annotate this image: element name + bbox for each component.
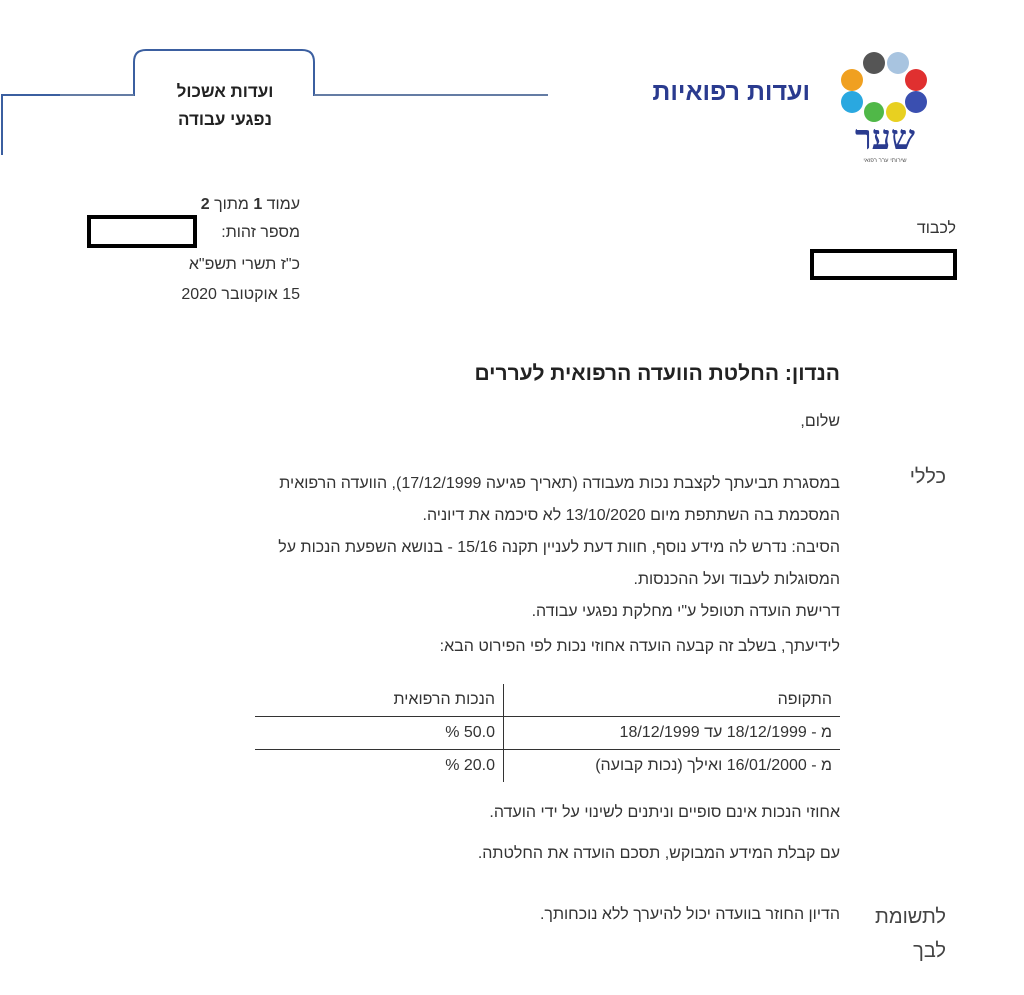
page-total: 2 (200, 196, 210, 213)
greeting: שלום, (800, 413, 840, 430)
page-mid: מתוך (214, 196, 249, 213)
gregorian-date: 15 אוקטובר 2020 (181, 286, 300, 303)
paragraph-handling: דרישת הועדה תטופל ע"י מחלקת נפגעי עבודה. (531, 603, 840, 620)
percent-cell: 20.0 % (255, 750, 504, 783)
decision-body (90, 468, 840, 666)
paragraph-claim-line-1: במסגרת תביעתך לקצבת נכות מעבודה (תאריך פגיעה 17/12/1999), הוועדה הרפואית (279, 475, 840, 492)
page-counter (60, 196, 300, 214)
period-cell: מ - 18/12/1999 עד 18/12/1999 (619, 724, 832, 741)
committee-tab-title (150, 78, 300, 134)
disability-table (255, 684, 840, 782)
tab-line-2: נפגעי עבודה (178, 110, 272, 129)
note-decision-pending: עם קבלת המידע המבוקש, תסכם הועדה את החלטתה. (477, 845, 840, 862)
page-prefix: עמוד (266, 196, 300, 213)
redacted-recipient-box (810, 249, 957, 280)
attention-label-line-1: לתשומת (875, 906, 946, 928)
id-label: מספר זהות: (221, 224, 300, 241)
org-name: ועדות רפואיות (652, 78, 810, 106)
table-header-row (255, 684, 840, 717)
attention-label (846, 900, 946, 968)
table-row (255, 750, 840, 783)
table-row (255, 717, 840, 750)
general-label: כללי (909, 466, 946, 488)
paragraph-claim-line-2: המסכמת בה השתתפת מיום 13/10/2020 לא סיכמה את דיוניה. (422, 507, 840, 524)
to-label: לכבוד (916, 220, 956, 237)
tab-line-1: ועדות אשכול (176, 82, 274, 101)
logo-wordmark: שער (854, 118, 915, 158)
paragraph-percent-intro: לידיעתך, בשלב זה קבעה הועדה אחוזי נכות לפי הפירוט הבא: (439, 638, 840, 655)
hebrew-date: כ"ז תשרי תשפ"א (188, 256, 300, 273)
note-not-final: אחוזי הנכות אינם סופיים וניתנים לשינוי על ידי הועדה. (489, 804, 840, 821)
redacted-id-box (87, 215, 197, 248)
column-header-period: התקופה (777, 691, 832, 708)
page-number: 1 (253, 196, 263, 213)
subject-heading: הנדון: החלטת הוועדה הרפואית לעררים (474, 362, 840, 385)
period-cell: מ - 16/01/2000 ואילך (נכות קבועה) (595, 757, 832, 774)
logo-subtitle: שירותי ערר רפואי (863, 158, 907, 164)
column-header-medical-disability: הנכות הרפואית (255, 684, 504, 717)
attention-label-line-2: לבך (913, 940, 946, 962)
paragraph-reason-line-2: המסוגלות לעבוד ועל ההכנסות. (633, 571, 840, 588)
percent-cell: 50.0 % (255, 717, 504, 750)
paragraph-reason-line-1: הסיבה: נדרש לה מידע נוסף, חוות דעת לעניין תקנה 15/16 - בנושא השפעת הנכות על (278, 539, 840, 556)
attention-text: הדיון החוזר בוועדה יכול להיערך ללא נוכחותך. (539, 906, 840, 923)
